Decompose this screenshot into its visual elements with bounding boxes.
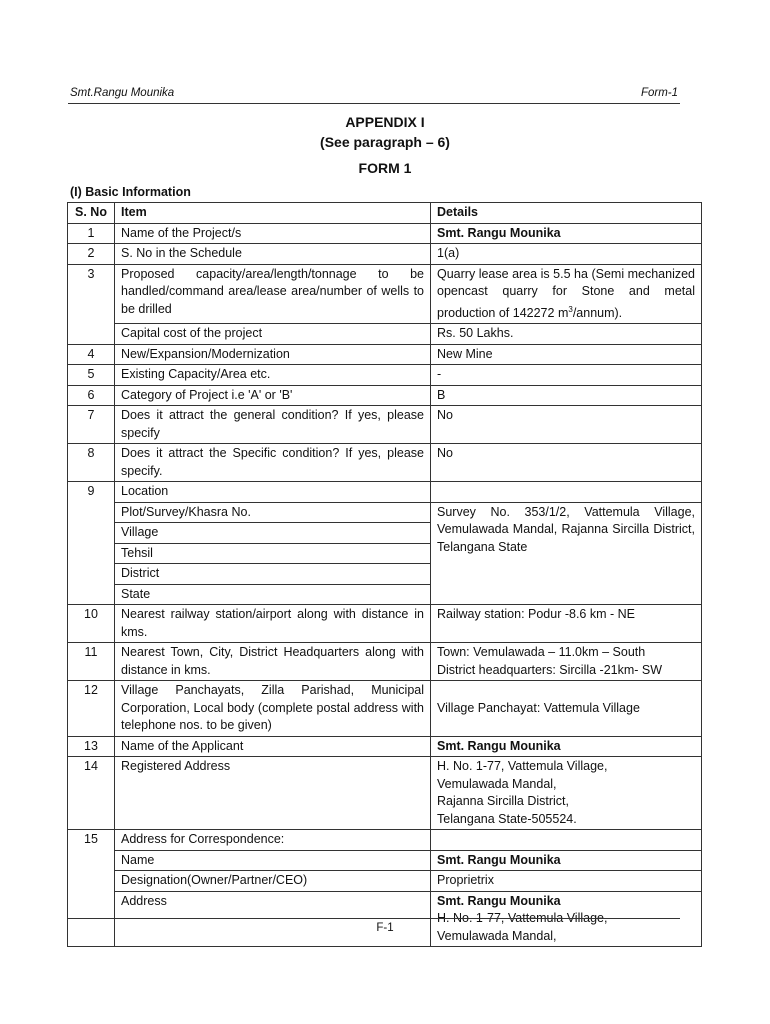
row-item: Category of Project i.e 'A' or 'B' xyxy=(115,385,431,406)
table-row xyxy=(68,365,702,386)
row-sno: 3 xyxy=(68,264,115,344)
header-divider xyxy=(68,103,680,104)
capacity-unit-superscript: 3 xyxy=(568,304,573,314)
row-item: District xyxy=(115,564,431,585)
row-details: B xyxy=(431,385,702,406)
row-details: 1(a) xyxy=(431,244,702,265)
table-row xyxy=(68,736,702,757)
table-row xyxy=(68,444,702,482)
header-item: Item xyxy=(115,203,431,224)
row-item: Name of the Applicant xyxy=(115,736,431,757)
capacity-text: Quarry lease area is 5.5 ha (Semi mechanized opencast quarry for Stone and metal production of 142272 xyxy=(437,266,695,320)
table-row xyxy=(68,605,702,643)
row-item: Nearest railway station/airport along with distance in kms. xyxy=(115,605,431,643)
table-row xyxy=(68,830,702,851)
row-sno: 10 xyxy=(68,605,115,643)
section-heading: (I) Basic Information xyxy=(70,185,191,199)
row-sno: 1 xyxy=(68,223,115,244)
row-item: Designation(Owner/Partner/CEO) xyxy=(115,871,431,892)
row-sno: 8 xyxy=(68,444,115,482)
row-item: Name of the Project/s xyxy=(115,223,431,244)
header-details: Details xyxy=(431,203,702,224)
row-item: Village Panchayats, Zilla Parishad, Municipal Corporation, Local body (complete postal address with telephone nos. to be given) xyxy=(115,681,431,737)
row-sno: 4 xyxy=(68,344,115,365)
row-item: Existing Capacity/Area etc. xyxy=(115,365,431,386)
row-item: Does it attract the Specific condition? If yes, please specify. xyxy=(115,444,431,482)
table-row xyxy=(68,385,702,406)
table-row xyxy=(68,643,702,681)
row-details: New Mine xyxy=(431,344,702,365)
row-sno: 15 xyxy=(68,830,115,947)
row-item: Proposed capacity/area/length/tonnage to be handled/command area/lease area/number of wells to be drilled xyxy=(115,264,431,324)
row-item: New/Expansion/Modernization xyxy=(115,344,431,365)
row-details: Railway station: Podur -8.6 km - NE xyxy=(431,605,702,643)
table-row xyxy=(68,244,702,265)
row-item: Registered Address xyxy=(115,757,431,830)
town-distance: Town: Vemulawada – 11.0km – South xyxy=(437,645,646,660)
table-row xyxy=(68,406,702,444)
row-item: S. No in the Schedule xyxy=(115,244,431,265)
row-details: Smt. Rangu Mounika xyxy=(431,850,702,871)
row-details: No xyxy=(431,444,702,482)
appendix-title: APPENDIX I xyxy=(345,114,425,130)
table-row xyxy=(68,502,702,523)
row-details: - xyxy=(431,365,702,386)
row-sno: 5 xyxy=(68,365,115,386)
address-line: Smt. Rangu Mounika xyxy=(437,893,561,908)
row-details xyxy=(431,757,702,830)
page-number: F-1 xyxy=(376,922,394,934)
address-line: Vemulawada Mandal, xyxy=(437,928,557,943)
row-item: Location xyxy=(115,482,431,503)
row-details-empty xyxy=(431,482,702,503)
row-item: Capital cost of the project xyxy=(115,324,431,345)
row-sno: 9 xyxy=(68,482,115,605)
table-row xyxy=(68,482,702,503)
row-item: State xyxy=(115,584,431,605)
row-details xyxy=(431,264,702,324)
address-line: H. No. 1-77, Vattemula Village, xyxy=(437,911,608,926)
header-sno: S. No xyxy=(68,203,115,224)
row-details xyxy=(431,643,702,681)
row-sno: 13 xyxy=(68,736,115,757)
header-applicant-name: Smt.Rangu Mounika xyxy=(70,87,175,99)
table-row xyxy=(68,264,702,324)
row-item: Nearest Town, City, District Headquarters along with distance in kms. xyxy=(115,643,431,681)
table-row xyxy=(68,324,702,345)
header-form-label: Form-1 xyxy=(640,87,678,99)
capacity-unit-end: /annum). xyxy=(572,305,623,320)
paragraph-reference: (See paragraph – 6) xyxy=(320,134,450,150)
row-sno: 7 xyxy=(68,406,115,444)
row-details: Survey No. 353/1/2, Vattemula Village, Vemulawada Mandal, Rajanna Sircilla District, Telangana State xyxy=(431,502,702,605)
form-title: FORM 1 xyxy=(358,160,412,176)
row-sno: 6 xyxy=(68,385,115,406)
district-hq-distance: District headquarters: Sircilla -21km- SW xyxy=(437,662,663,677)
row-item: Does it attract the general condition? If yes, please specify xyxy=(115,406,431,444)
row-sno: 14 xyxy=(68,757,115,830)
row-sno: 11 xyxy=(68,643,115,681)
row-details: No xyxy=(431,406,702,444)
table-header-row xyxy=(68,203,702,224)
table-row xyxy=(68,344,702,365)
row-item: Village xyxy=(115,523,431,544)
row-details: Smt. Rangu Mounika xyxy=(431,736,702,757)
address-line: Vemulawada Mandal, xyxy=(437,776,557,791)
footer-divider xyxy=(68,918,680,919)
address-line: H. No. 1-77, Vattemula Village, xyxy=(437,759,608,774)
row-item: Plot/Survey/Khasra No. xyxy=(115,502,431,523)
table-row xyxy=(68,871,702,892)
address-line: Telangana State-505524. xyxy=(437,811,577,826)
table-row xyxy=(68,223,702,244)
table-row xyxy=(68,757,702,830)
row-details: Smt. Rangu Mounika xyxy=(431,223,702,244)
row-details: Proprietrix xyxy=(431,871,702,892)
table-row xyxy=(68,681,702,737)
table-row xyxy=(68,850,702,871)
row-item: Address for Correspondence: xyxy=(115,830,431,851)
row-item: Tehsil xyxy=(115,543,431,564)
row-sno: 2 xyxy=(68,244,115,265)
row-item: Address xyxy=(115,891,431,947)
row-sno: 12 xyxy=(68,681,115,737)
row-item: Name xyxy=(115,850,431,871)
basic-information-table xyxy=(67,202,702,947)
row-details-empty xyxy=(431,830,702,851)
capacity-unit: m xyxy=(557,305,569,320)
address-line: Rajanna Sircilla District, xyxy=(437,794,569,809)
row-details: Village Panchayat: Vattemula Village xyxy=(431,681,702,737)
row-details: Rs. 50 Lakhs. xyxy=(431,324,702,345)
